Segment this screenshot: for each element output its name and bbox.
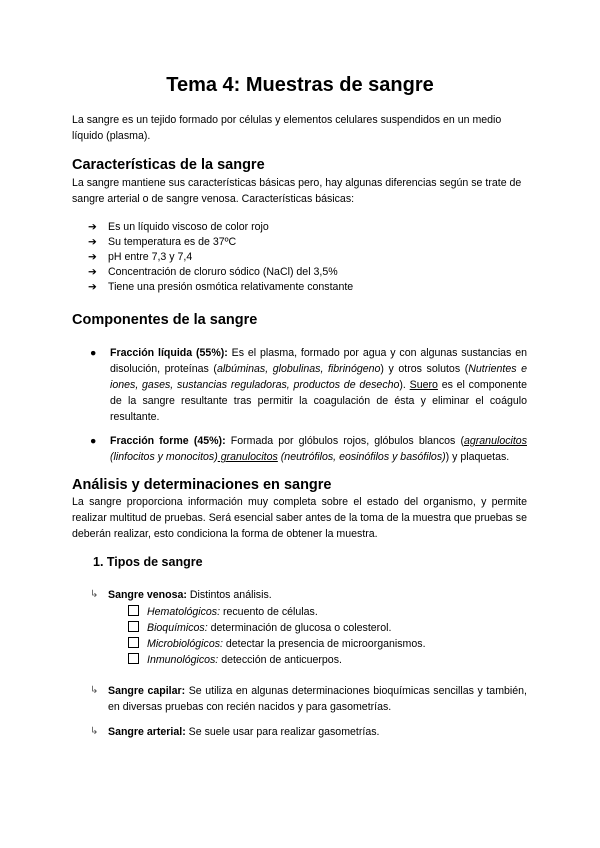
bullet-fraccion-forme: ● Fracción forme (45%): Formada por glóbulos rojos, glóbulos blancos (agranulocitos (linfocitos y monocitos) granulocitos (neutrófilos, eosinófilos y basófilos)) y plaquetas. (90, 435, 527, 463)
checkbox-icon[interactable] (128, 621, 139, 632)
checkbox-icon[interactable] (128, 605, 139, 616)
list-item: ➔ Concentración de cloruro sódico (NaCl) del 3,5% (88, 266, 338, 278)
bullet-fraccion-liquida: ● Fracción líquida (55%): Es el plasma, formado por agua y con algunas sustancias en disolución, proteínas (albúminas, globulinas, fibrinógeno) y otros solutos (Nutrientes e iones, gases, sustancias reguladoras, productos de desecho). Suero es el componente de la sangre resultante tras permitir la coagulación de ésta y eliminar el coágulo resultante. (90, 347, 527, 423)
section-heading-componentes: Componentes de la sangre (72, 312, 258, 328)
checklist-item: Microbiológicos: detectar la presencia de microorganismos. (128, 636, 426, 652)
subitem-arrow-icon: ↳ (90, 589, 99, 600)
checklist-item: Bioquímicos: determinación de glucosa o colesterol. (128, 620, 391, 636)
subsection-heading-tipos: 1. Tipos de sangre (93, 555, 203, 569)
arrow-icon: ➔ (88, 281, 97, 293)
intro-paragraph: La sangre es un tejido formado por células y elementos celulares suspendidos en un medio líquido (plasma). (72, 114, 502, 142)
checkbox-icon[interactable] (128, 637, 139, 648)
section-heading-analisis: Análisis y determinaciones en sangre (72, 477, 332, 493)
analisis-paragraph: La sangre proporciona información muy completa sobre el estado del organismo, y permite realizar multitud de pruebas. Será esencial saber antes de la toma de la muestra que pruebas se deberán realizar, esto condiciona la forma de obtener la muestra. (72, 496, 527, 540)
arrow-icon: ➔ (88, 221, 97, 233)
arrow-icon: ➔ (88, 251, 97, 263)
caracteristicas-paragraph: La sangre mantiene sus características básicas pero, hay algunas diferencias según se trate de sangre arterial o de sangre venosa. Características básicas: (72, 177, 522, 205)
bullet-dot-icon: ● (90, 435, 97, 447)
list-item: ➔ Es un líquido viscoso de color rojo (88, 221, 269, 233)
checklist-item: Hematológicos: recuento de células. (128, 604, 318, 620)
checkbox-icon[interactable] (128, 653, 139, 664)
bullet-dot-icon: ● (90, 347, 97, 359)
arrow-icon: ➔ (88, 236, 97, 248)
page-title: Tema 4: Muestras de sangre (166, 74, 434, 96)
checklist-item: Inmunológicos: detección de anticuerpos. (128, 652, 342, 668)
item-sangre-capilar: ↳ Sangre capilar: Se utiliza en algunas determinaciones bioquímicas sencillas y también, en diversas pruebas con recién nacidos y para gasometrías. (90, 685, 527, 713)
item-sangre-venosa: ↳ Sangre venosa: Distintos análisis. (90, 589, 272, 601)
subitem-arrow-icon: ↳ (90, 726, 99, 737)
list-item: ➔ Tiene una presión osmótica relativamente constante (88, 281, 354, 293)
subitem-arrow-icon: ↳ (90, 685, 99, 696)
section-heading-caracteristicas: Características de la sangre (72, 157, 265, 173)
list-item: ➔ Su temperatura es de 37ºC (88, 236, 237, 248)
list-item: ➔ pH entre 7,3 y 7,4 (88, 251, 193, 263)
arrow-icon: ➔ (88, 266, 97, 278)
item-sangre-arterial: ↳ Sangre arterial: Se suele usar para realizar gasometrías. (90, 726, 380, 738)
